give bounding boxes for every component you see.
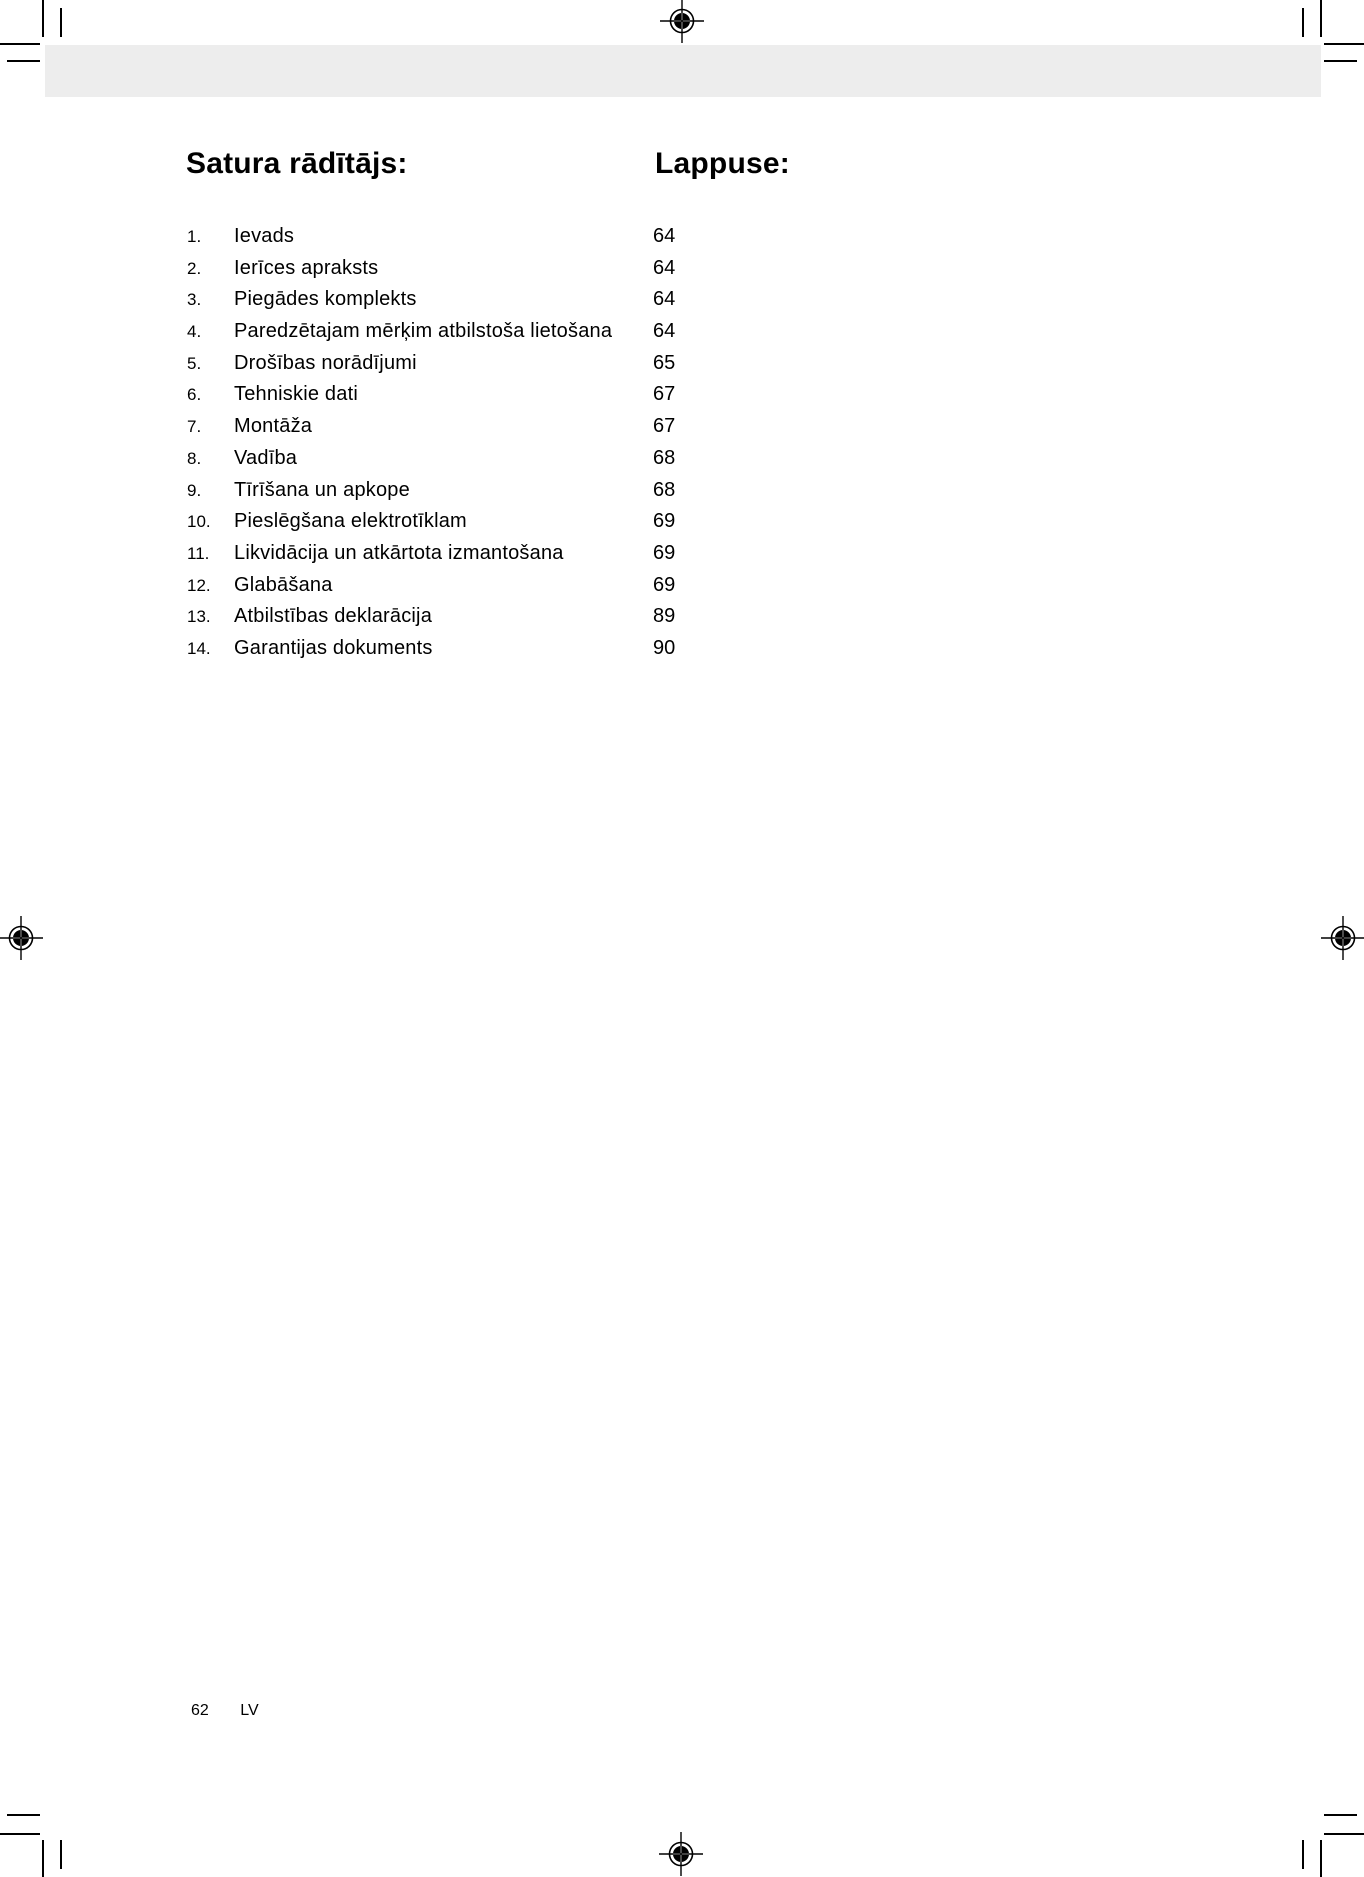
toc-item-number: 9. bbox=[187, 480, 202, 500]
toc-item-label: Glabāšana bbox=[234, 573, 333, 596]
toc-item-number: 5. bbox=[187, 353, 202, 373]
crop-mark-icon bbox=[60, 1840, 62, 1869]
toc-row bbox=[187, 348, 807, 380]
crop-mark-icon bbox=[0, 43, 40, 45]
toc-item-number: 8. bbox=[187, 448, 202, 468]
toc-item-label: Drošības norādījumi bbox=[234, 351, 417, 374]
toc-item-number: 3. bbox=[187, 290, 202, 310]
crop-mark-icon bbox=[1302, 8, 1304, 37]
toc-item-page: 68 bbox=[653, 478, 676, 501]
crop-mark-icon bbox=[60, 8, 62, 37]
toc-item-page: 89 bbox=[653, 605, 676, 628]
toc-item-page: 64 bbox=[653, 256, 676, 279]
toc-item-page: 68 bbox=[653, 446, 676, 469]
toc-item-number: 10. bbox=[187, 512, 211, 532]
toc-item-number: 13. bbox=[187, 607, 211, 627]
toc-row bbox=[187, 316, 807, 348]
toc-item-number: 2. bbox=[187, 258, 202, 278]
toc-item-page: 64 bbox=[653, 288, 676, 311]
registration-mark-icon bbox=[659, 1832, 703, 1876]
header-band bbox=[45, 45, 1321, 97]
toc-row bbox=[187, 506, 807, 538]
toc-item-page: 67 bbox=[653, 415, 676, 438]
crop-mark-icon bbox=[7, 60, 40, 62]
crop-mark-icon bbox=[1324, 1833, 1364, 1835]
toc-title: Satura rādītājs: bbox=[186, 147, 408, 180]
toc-item-number: 4. bbox=[187, 322, 202, 342]
toc-item-page: 69 bbox=[653, 541, 676, 564]
toc-item-number: 14. bbox=[187, 638, 211, 658]
toc-row bbox=[187, 538, 807, 570]
toc-item-label: Tehniskie dati bbox=[234, 383, 358, 406]
page-footer bbox=[191, 1701, 259, 1721]
registration-mark-icon bbox=[660, 0, 704, 43]
crop-mark-icon bbox=[1302, 1840, 1304, 1869]
toc-item-label: Likvidācija un atkārtota izmantošana bbox=[234, 541, 564, 564]
toc-row bbox=[187, 570, 807, 602]
toc-item-page: 69 bbox=[653, 510, 676, 533]
toc-item-number: 7. bbox=[187, 417, 202, 437]
toc-item-page: 67 bbox=[653, 383, 676, 406]
registration-mark-icon bbox=[1321, 916, 1364, 960]
registration-mark-icon bbox=[0, 916, 43, 960]
toc-item-number: 12. bbox=[187, 575, 211, 595]
toc-item-page: 65 bbox=[653, 351, 676, 374]
footer-page-number: 62 bbox=[191, 1702, 209, 1719]
crop-mark-icon bbox=[42, 1840, 44, 1877]
toc-item-number: 11. bbox=[187, 543, 210, 563]
toc-row bbox=[187, 601, 807, 633]
toc-item-page: 69 bbox=[653, 573, 676, 596]
crop-mark-icon bbox=[0, 1833, 40, 1835]
toc-item-label: Piegādes komplekts bbox=[234, 288, 417, 311]
toc-item-page: 90 bbox=[653, 636, 676, 659]
toc-item-label: Paredzētajam mērķim atbilstoša lietošana bbox=[234, 320, 613, 343]
page-column-title: Lappuse: bbox=[655, 147, 790, 180]
crop-mark-icon bbox=[1324, 1814, 1357, 1816]
toc-item-page: 64 bbox=[653, 320, 676, 343]
crop-mark-icon bbox=[1324, 43, 1364, 45]
toc-row bbox=[187, 379, 807, 411]
toc-item-label: Tīrīšana un apkope bbox=[234, 478, 410, 501]
crop-mark-icon bbox=[1324, 60, 1357, 62]
toc-row bbox=[187, 221, 807, 253]
crop-mark-icon bbox=[42, 0, 44, 37]
footer-language-code: LV bbox=[240, 1702, 259, 1719]
toc-row bbox=[187, 284, 807, 316]
toc-item-label: Ievads bbox=[234, 225, 295, 247]
crop-mark-icon bbox=[7, 1814, 40, 1816]
toc-row bbox=[187, 443, 807, 475]
toc-item-number: 6. bbox=[187, 385, 202, 405]
toc-row bbox=[187, 633, 807, 665]
toc-row bbox=[187, 411, 807, 443]
toc-item-label: Atbilstības deklarācija bbox=[234, 605, 433, 628]
toc-item-label: Vadība bbox=[234, 446, 298, 469]
toc-item-label: Pieslēgšana elektrotīklam bbox=[234, 510, 467, 533]
toc-row bbox=[187, 475, 807, 507]
crop-mark-icon bbox=[1320, 0, 1322, 37]
toc-item-label: Montāža bbox=[234, 415, 313, 438]
toc-item-number: 1. bbox=[187, 227, 202, 246]
toc-row bbox=[187, 253, 807, 285]
toc-item-label: Ierīces apraksts bbox=[234, 256, 379, 279]
crop-mark-icon bbox=[1320, 1840, 1322, 1877]
toc-item-page: 64 bbox=[653, 225, 676, 247]
toc-item-label: Garantijas dokuments bbox=[234, 636, 433, 659]
toc-list bbox=[187, 221, 807, 665]
